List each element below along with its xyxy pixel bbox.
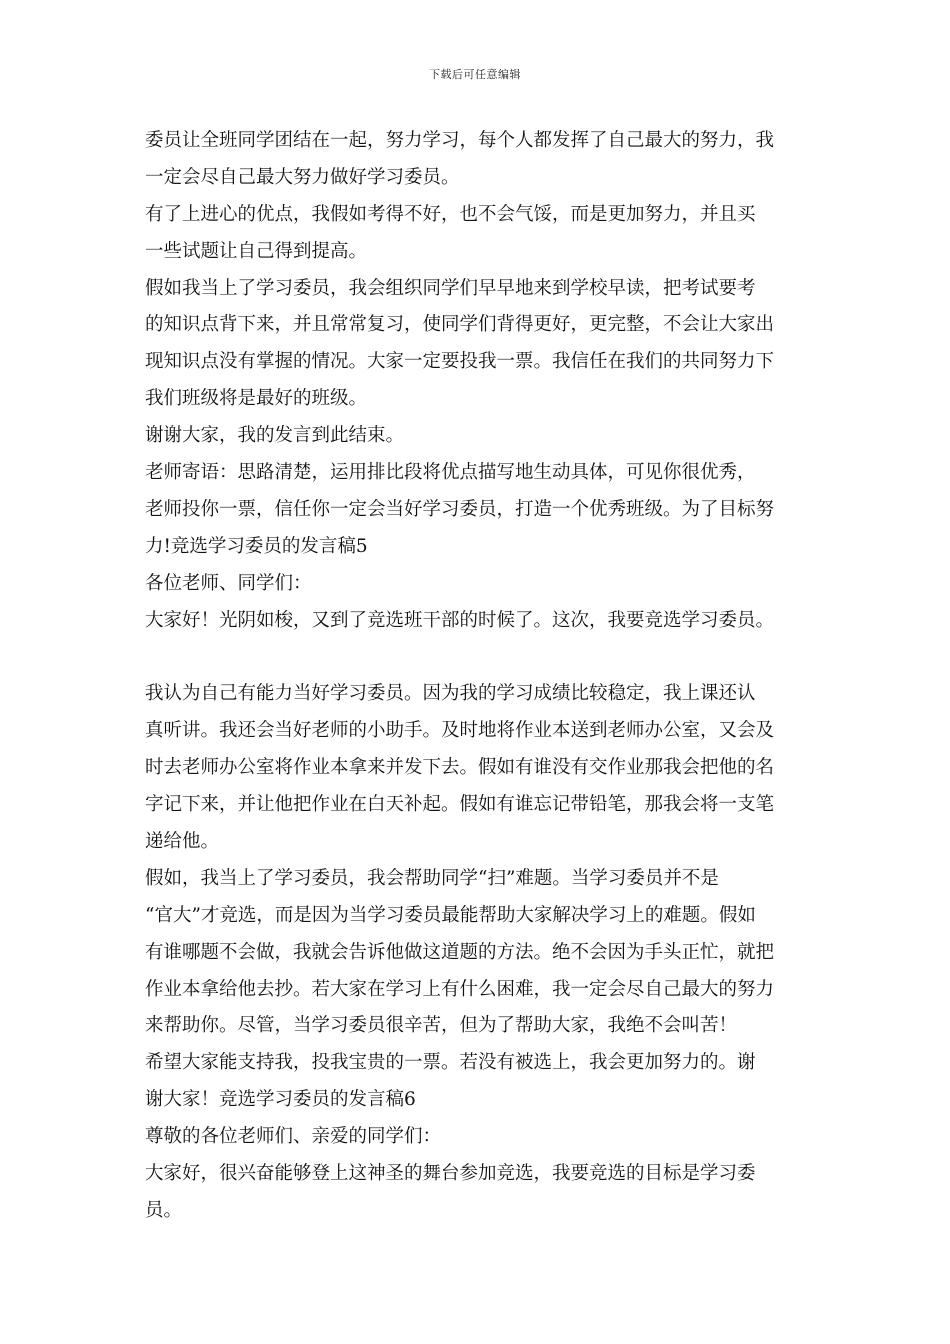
text-line: 假如我当上了学习委员，我会组织同学们早早地来到学校早读，把考试要考: [145, 277, 756, 299]
text-line: 大家好，很兴奋能够登上这神圣的舞台参加竞选，我要竞选的目标是学习委: [145, 1163, 756, 1185]
text-line: 委员让全班同学团结在一起，努力学习，每个人都发挥了自己最大的努力，我: [145, 130, 775, 151]
text-line: 尊敬的各位老师们、亲爱的同学们：: [145, 1126, 442, 1148]
text-line: 假如，我当上了学习委员，我会帮助同学“扫”难题。当学习委员并不是: [145, 867, 719, 889]
text-line: 真听讲。我还会当好老师的小助手。及时地将作业本送到老师办公室，又会及: [145, 720, 775, 742]
text-line: 现知识点没有掌握的情况。大家一定要投我一票。我信任在我们的共同努力下: [145, 351, 775, 373]
text-line: 一些试题让自己得到提高。: [145, 240, 368, 262]
text-line: “官大”才竞选，而是因为当学习委员最能帮助大家解决学习上的难题。假如: [145, 904, 756, 926]
text-line: 递给他。: [145, 831, 220, 853]
text-line: 老师投你一票，信任你一定会当好学习委员，打造一个优秀班级。为了目标努: [145, 498, 775, 520]
text-line: 老师寄语：思路清楚，运用排比段将优点描写地生动具体，可见你很优秀，: [145, 462, 756, 484]
text-line: 作业本拿给他去抄。若大家在学习上有什么困难，我一定会尽自己最大的努力: [145, 978, 775, 1000]
text-line: 大家好！光阴如梭，又到了竞选班干部的时候了。这次，我要竞选学习委员。: [145, 609, 775, 631]
text-line: 字记下来，并让他把作业在白天补起。假如有谁忘记带铅笔，那我会将一支笔: [145, 794, 775, 816]
text-line: 的知识点背下来，并且常常复习，使同学们背得更好，更完整，不会让大家出: [145, 314, 775, 336]
text-line: 有了上进心的优点，我假如考得不好，也不会气馁，而是更加努力，并且买: [145, 203, 756, 225]
text-line: 时去老师办公室将作业本拿来并发下去。假如有谁没有交作业那我会把他的名: [145, 757, 775, 779]
text-line: 各位老师、同学们：: [145, 572, 312, 594]
text-line: 我认为自己有能力当好学习委员。因为我的学习成绩比较稳定，我上课还认: [145, 683, 756, 705]
page-header: 下载后可任意编辑: [429, 68, 521, 81]
text-line: 希望大家能支持我，投我宝贵的一票。若没有被选上，我会更加努力的。谢: [145, 1052, 756, 1074]
paragraph-gap: [145, 639, 817, 676]
document-body: [145, 123, 817, 1230]
text-line: 有谁哪题不会做，我就会告诉他做这道题的方法。绝不会因为手头正忙，就把: [145, 941, 775, 963]
text-line: 力!竞选学习委员的发言稿5: [145, 535, 368, 557]
text-line: 谢大家！竞选学习委员的发言稿6: [145, 1089, 416, 1111]
text-line: 一定会尽自己最大努力做好学习委员。: [145, 166, 460, 188]
text-line: 谢谢大家，我的发言到此结束。: [145, 425, 405, 447]
text-line: 来帮助你。尽管，当学习委员很辛苦，但为了帮助大家，我绝不会叫苦！: [145, 1015, 738, 1037]
text-line: 员。: [145, 1199, 183, 1221]
text-line: 我们班级将是最好的班级。: [145, 388, 368, 410]
